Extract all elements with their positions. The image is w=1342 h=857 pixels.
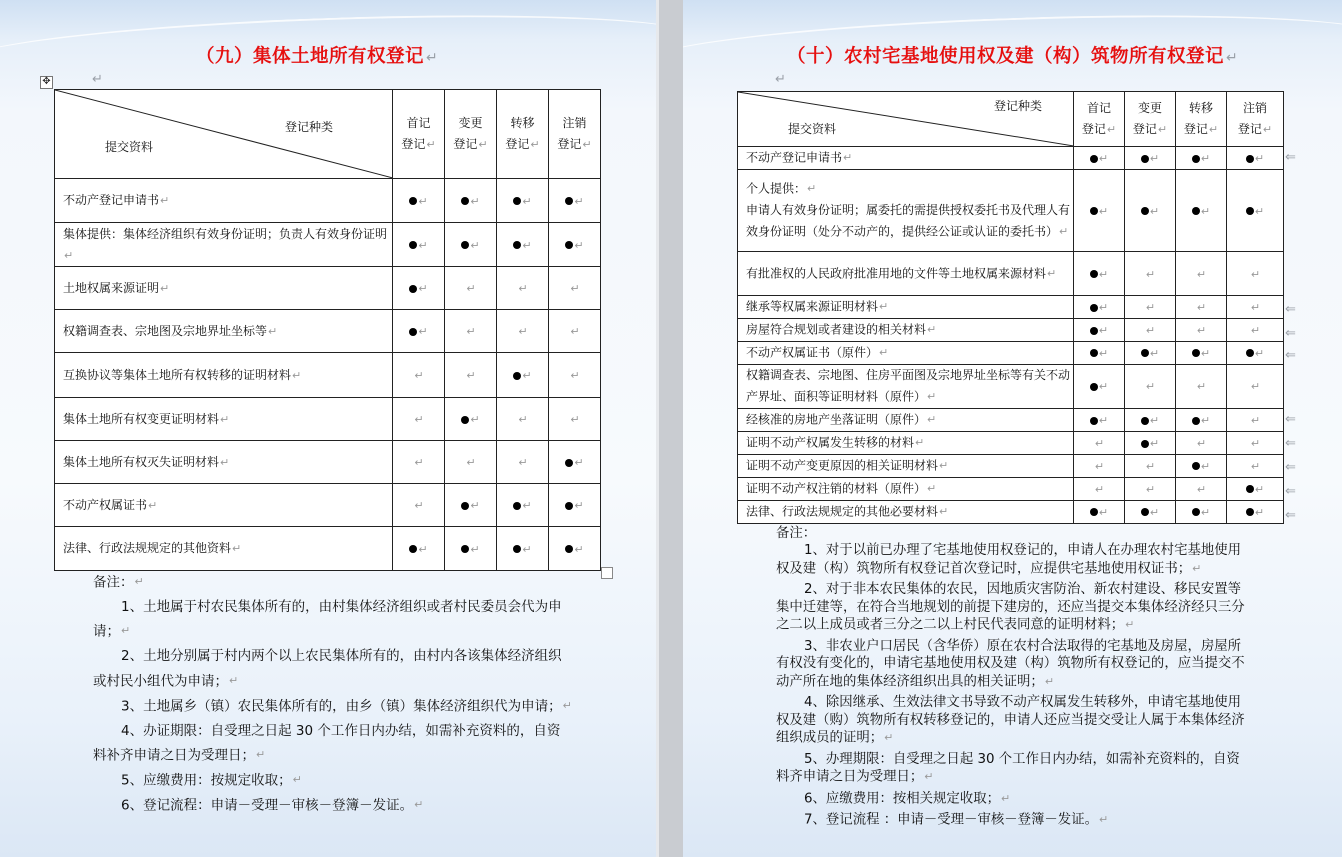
mark-cell: ↵ <box>549 353 601 398</box>
required-dot-icon <box>513 372 521 380</box>
column-header-line1: 转移 <box>1188 101 1213 115</box>
required-dot-icon <box>1246 508 1254 516</box>
table-header-row <box>738 92 1284 147</box>
table-row <box>738 477 1284 500</box>
mark-cell: ↵ <box>1125 477 1176 500</box>
column-header-line2: 登记↵ <box>1132 122 1168 136</box>
mark-cell: ↵ <box>549 484 601 527</box>
mark-cell: ↵ <box>445 267 497 310</box>
notes-title: 备注： <box>776 526 817 541</box>
mark-cell: ↵ <box>1074 409 1125 432</box>
required-dot-icon <box>1090 383 1098 391</box>
table-row <box>55 179 601 223</box>
material-label-cell: 不动产登记申请书↵ <box>738 147 1074 170</box>
mark-cell: ↵ <box>445 310 497 353</box>
mark-cell: ↵ <box>393 527 445 571</box>
required-dot-icon <box>565 197 573 205</box>
notes-title: 备注：↵ <box>93 574 144 591</box>
row-end-mark-icon: ⇐ <box>1285 484 1296 499</box>
material-label-cell: 权籍调查表、宗地图及宗地界址坐标等↵ <box>55 310 393 353</box>
mark-cell: ↵ <box>1227 432 1284 455</box>
mark-cell: ↵ <box>445 441 497 484</box>
mark-cell: ↵ <box>1125 296 1176 319</box>
material-label: 个人提供： <box>746 181 807 196</box>
required-dot-icon <box>1246 155 1254 163</box>
required-dot-icon <box>1141 155 1149 163</box>
mark-cell: ↵ <box>1125 342 1176 365</box>
required-dot-icon <box>1090 155 1098 163</box>
mark-cell: ↵ <box>1176 455 1227 478</box>
column-header-line1: 首记 <box>406 116 431 130</box>
table-row <box>55 353 601 398</box>
required-dot-icon <box>461 416 469 424</box>
mark-cell: ↵ <box>1125 500 1176 523</box>
mark-cell: ↵ <box>1176 409 1227 432</box>
mark-cell: ↵ <box>549 310 601 353</box>
mark-cell: ↵ <box>1074 342 1125 365</box>
registration-materials-table <box>54 89 601 571</box>
mark-cell: ↵ <box>497 179 549 223</box>
material-label: 经核准的房地产坐落证明（原件） <box>746 412 927 427</box>
mark-cell: ↵ <box>1176 364 1227 408</box>
mark-cell: ↵ <box>1125 252 1176 296</box>
diagonal-header-cell <box>738 92 1074 147</box>
table-row <box>55 267 601 310</box>
column-header-line1: 变更 <box>1137 101 1162 115</box>
required-dot-icon <box>565 241 573 249</box>
required-dot-icon <box>1141 440 1149 448</box>
header-registration-type-label: 登记种类 <box>994 99 1043 113</box>
material-label-cell: 不动产权属证书（原件）↵ <box>738 342 1074 365</box>
mark-cell: ↵ <box>445 223 497 267</box>
required-dot-icon <box>1141 417 1149 425</box>
mark-cell: ↵ <box>1227 147 1284 170</box>
required-dot-icon <box>461 241 469 249</box>
note-item: 4、办证期限：自受理之日起 30 个工作日内办结，如需补充资料的，自资料补齐申请之日为受理日；↵ <box>93 722 561 764</box>
required-dot-icon <box>1090 508 1098 516</box>
required-dot-icon <box>513 241 521 249</box>
table-header-row <box>55 90 601 179</box>
mark-cell: ↵ <box>1176 432 1227 455</box>
mark-cell: ↵ <box>497 267 549 310</box>
mark-cell: ↵ <box>393 223 445 267</box>
header-registration-type-label: 登记种类 <box>285 120 334 134</box>
material-label: 土地权属来源证明 <box>63 280 160 295</box>
material-label-cell: 集体土地所有权灭失证明材料↵ <box>55 441 393 484</box>
mark-cell: ↵ <box>1074 170 1125 252</box>
mark-cell: ↵ <box>445 484 497 527</box>
row-end-mark-icon: ⇐ <box>1285 436 1296 451</box>
row-end-mark-icon: ⇐ <box>1285 150 1296 165</box>
note-item: 3、土地属乡（镇）农民集体所有的，由乡（镇）集体经济组织代为申请；↵ <box>121 698 572 715</box>
note-item: 5、办理期限：自受理之日起 30 个工作日内办结，如需补充资料的，自资料齐申请之日为受理日；↵ <box>776 751 1240 785</box>
mark-cell: ↵ <box>1176 296 1227 319</box>
material-label: 集体提供：集体经济组织有效身份证明；负责人有效身份证明 <box>63 226 388 241</box>
required-dot-icon <box>1192 508 1200 516</box>
mark-cell: ↵ <box>549 223 601 267</box>
mark-cell: ↵ <box>393 441 445 484</box>
required-dot-icon <box>409 241 417 249</box>
required-dot-icon <box>1192 462 1200 470</box>
table-row <box>738 409 1284 432</box>
mark-cell: ↵ <box>497 223 549 267</box>
mark-cell: ↵ <box>393 353 445 398</box>
mark-cell: ↵ <box>393 398 445 441</box>
mark-cell: ↵ <box>1074 500 1125 523</box>
column-header-1 <box>393 90 445 179</box>
table-row <box>738 319 1284 342</box>
required-dot-icon <box>409 197 417 205</box>
mark-cell: ↵ <box>1227 342 1284 365</box>
required-dot-icon <box>1192 155 1200 163</box>
required-dot-icon <box>461 545 469 553</box>
material-label: 法律、行政法规规定的其他资料 <box>63 541 232 555</box>
table-move-handle-icon[interactable]: ✥ <box>40 76 53 89</box>
row-end-mark-icon: ⇐ <box>1285 460 1296 475</box>
column-header-4 <box>1227 92 1284 147</box>
required-dot-icon <box>1141 349 1149 357</box>
table-resize-handle[interactable] <box>601 567 613 579</box>
column-header-4 <box>549 90 601 179</box>
mark-cell: ↵ <box>1176 319 1227 342</box>
table-row <box>738 252 1284 296</box>
required-dot-icon <box>1246 349 1254 357</box>
column-header-line1: 注销 <box>1242 101 1267 115</box>
mark-cell: ↵ <box>1074 319 1125 342</box>
required-dot-icon <box>1192 207 1200 215</box>
mark-cell: ↵ <box>1125 147 1176 170</box>
mark-cell: ↵ <box>1074 364 1125 408</box>
required-dot-icon <box>1141 508 1149 516</box>
material-label: 互换协议等集体土地所有权转移的证明材料 <box>63 367 292 382</box>
table-row <box>738 170 1284 252</box>
required-dot-icon <box>1192 417 1200 425</box>
section-title: （九）集体土地所有权登记 ↵ <box>196 46 439 67</box>
mark-cell: ↵ <box>445 353 497 398</box>
mark-cell: ↵ <box>1074 296 1125 319</box>
column-header-2 <box>1125 92 1176 147</box>
required-dot-icon <box>1090 207 1098 215</box>
mark-cell: ↵ <box>497 441 549 484</box>
mark-cell: ↵ <box>497 484 549 527</box>
note-item: 2、对于非本农民集体的农民，因地质灾害防治、新农村建设、移民安置等集中迁建等，在符合当地规划的前提下建房的，还应当提交本集体经济经只三分之二以上成员或者三分之二以上村民代表同意的证明材料；↵ <box>776 582 1245 633</box>
mark-cell: ↵ <box>1227 252 1284 296</box>
mark-cell: ↵ <box>1074 432 1125 455</box>
mark-cell: ↵ <box>1125 364 1176 408</box>
table-row <box>738 342 1284 365</box>
column-header-line1: 首记 <box>1086 101 1111 115</box>
mark-cell: ↵ <box>1125 409 1176 432</box>
mark-cell: ↵ <box>393 310 445 353</box>
mark-cell: ↵ <box>393 484 445 527</box>
required-dot-icon <box>461 197 469 205</box>
required-dot-icon <box>1090 327 1098 335</box>
material-label-cell: 有批准权的人民政府批准用地的文件等土地权属来源材料↵ <box>738 252 1074 296</box>
note-item: 6、应缴费用：按相关规定收取；↵ <box>804 791 1011 807</box>
column-header-line2: 登记↵ <box>1237 122 1273 136</box>
required-dot-icon <box>565 459 573 467</box>
mark-cell: ↵ <box>1227 296 1284 319</box>
required-dot-icon <box>461 502 469 510</box>
table-row <box>738 432 1284 455</box>
mark-cell: ↵ <box>1176 342 1227 365</box>
mark-cell: ↵ <box>549 398 601 441</box>
mark-cell: ↵ <box>497 353 549 398</box>
diagonal-header-cell <box>55 90 393 179</box>
header-materials-label: 提交资料 <box>788 122 837 136</box>
column-header-line2: 登记↵ <box>453 137 488 151</box>
material-label: 继承等权属来源证明材料 <box>746 299 879 314</box>
required-dot-icon <box>565 502 573 510</box>
column-header-line1: 转移 <box>510 116 535 130</box>
material-label: 不动产登记申请书 <box>746 150 843 165</box>
material-label-cell: 经核准的房地产坐落证明（原件）↵ <box>738 409 1074 432</box>
row-end-mark-icon: ⇐ <box>1285 302 1296 317</box>
mark-cell: ↵ <box>1227 500 1284 523</box>
column-header-line2: 登记↵ <box>557 137 592 151</box>
mark-cell: ↵ <box>1176 252 1227 296</box>
mark-cell: ↵ <box>1176 170 1227 252</box>
material-label-cell: 土地权属来源证明↵ <box>55 267 393 310</box>
material-label: 集体土地所有权灭失证明材料 <box>63 454 220 469</box>
mark-cell: ↵ <box>1176 477 1227 500</box>
required-dot-icon <box>513 502 521 510</box>
mark-cell: ↵ <box>445 179 497 223</box>
required-dot-icon <box>1090 270 1098 278</box>
column-header-line1: 注销 <box>562 116 587 130</box>
mark-cell: ↵ <box>549 267 601 310</box>
mark-cell: ↵ <box>1227 364 1284 408</box>
column-header-3 <box>1176 92 1227 147</box>
material-label-cell: 互换协议等集体土地所有权转移的证明材料↵ <box>55 353 393 398</box>
material-label-detail: 申请人有效身份证明；属委托的需提供授权委托书及代理人有效身份证明（处分不动产的，提供经公证或认证的委托书） <box>746 202 1071 239</box>
table-row <box>55 310 601 353</box>
mark-cell: ↵ <box>1227 409 1284 432</box>
mark-cell: ↵ <box>549 441 601 484</box>
table-row <box>55 484 601 527</box>
mark-cell: ↵ <box>1074 455 1125 478</box>
note-item: 1、对于以前已办理了宅基地使用权登记的，申请人在办理农村宅基地使用权及建（构）筑物所有权登记首次登记时，应提供宅基地使用权证书；↵ <box>776 543 1242 577</box>
registration-materials-table <box>737 91 1284 524</box>
material-label-cell: 不动产登记申请书↵ <box>55 179 393 223</box>
note-item: 3、非农业户口居民（含华侨）原在农村合法取得的宅基地及房屋，房屋所有权没有变化的，申请宅基地使用权及建（构）筑物所有权登记的，应当提交不动产所在地的集体经济组织出具的相关证明；↵ <box>776 638 1245 690</box>
required-dot-icon <box>409 545 417 553</box>
material-label: 有批准权的人民政府批准用地的文件等土地权属来源材料 <box>746 265 1047 280</box>
mark-cell: ↵ <box>497 527 549 571</box>
material-label-cell: 集体提供：集体经济组织有效身份证明；负责人有效身份证明↵ <box>55 223 393 267</box>
mark-cell: ↵ <box>445 527 497 571</box>
mark-cell: ↵ <box>445 398 497 441</box>
mark-cell: ↵ <box>1125 432 1176 455</box>
mark-cell: ↵ <box>1125 455 1176 478</box>
mark-cell: ↵ <box>549 179 601 223</box>
material-label-cell: 继承等权属来源证明材料↵ <box>738 296 1074 319</box>
material-label-cell: 个人提供：↵ 申请人有效身份证明；属委托的需提供授权委托书及代理人有效身份证明（处分不动产的，提供经公证或认证的委托书）↵ <box>738 170 1074 252</box>
mark-cell: ↵ <box>1227 455 1284 478</box>
column-header-line2: 登记↵ <box>401 137 436 151</box>
mark-cell: ↵ <box>1074 477 1125 500</box>
material-label-cell: 法律、行政法规规定的其他必要材料↵ <box>738 500 1074 523</box>
material-label: 证明不动产变更原因的相关证明材料 <box>746 458 939 473</box>
required-dot-icon <box>1246 485 1254 493</box>
table-row <box>738 147 1284 170</box>
note-item: 6、登记流程：申请－受理－审核－登簿－发证。↵ <box>121 797 424 814</box>
required-dot-icon <box>1141 207 1149 215</box>
mark-cell: ↵ <box>393 179 445 223</box>
required-dot-icon <box>513 545 521 553</box>
material-label: 法律、行政法规规定的其他必要材料 <box>746 504 939 519</box>
table-row <box>738 364 1284 408</box>
required-dot-icon <box>409 328 417 336</box>
row-end-mark-icon: ⇐ <box>1285 348 1296 363</box>
table-row <box>55 223 601 267</box>
required-dot-icon <box>409 285 417 293</box>
mark-cell: ↵ <box>1227 170 1284 252</box>
material-label: 证明不动产权属发生转移的材料 <box>746 435 915 450</box>
mark-cell: ↵ <box>393 267 445 310</box>
notes-section <box>776 525 1251 833</box>
material-label-cell: 证明不动产变更原因的相关证明材料↵ <box>738 455 1074 478</box>
mark-cell: ↵ <box>497 398 549 441</box>
mark-cell: ↵ <box>1176 500 1227 523</box>
column-header-line2: 登记↵ <box>505 137 540 151</box>
column-header-2 <box>445 90 497 179</box>
table-row <box>738 455 1284 478</box>
column-header-line2: 登记↵ <box>1183 122 1219 136</box>
note-item: 2、土地分别属于村内两个以上农民集体所有的，由村内各该集体经济组织或村民小组代为申请；↵ <box>93 648 562 690</box>
mark-cell: ↵ <box>1074 147 1125 170</box>
material-label-cell: 证明不动产权属发生转移的材料↵ <box>738 432 1074 455</box>
required-dot-icon <box>513 197 521 205</box>
table-row <box>738 296 1284 319</box>
mark-cell: ↵ <box>1227 319 1284 342</box>
table-row <box>55 441 601 484</box>
material-label: 房屋符合规划或者建设的相关材料 <box>746 322 927 337</box>
required-dot-icon <box>1090 349 1098 357</box>
row-end-mark-icon: ⇐ <box>1285 326 1296 341</box>
column-header-3 <box>497 90 549 179</box>
note-item: 4、除因继承、生效法律文书导致不动产权属发生转移外，申请宅基地使用权及建（购）筑物所有权转移登记的，申请人还应当提交受让人属于本集体经济组织成员的证明；↵ <box>776 695 1245 746</box>
notes-section <box>93 570 573 818</box>
table-row <box>55 527 601 571</box>
column-header-line2: 登记↵ <box>1081 122 1117 136</box>
mark-cell: ↵ <box>1125 319 1176 342</box>
row-end-mark-icon: ⇐ <box>1285 508 1296 523</box>
material-label: 不动产权属证书（原件） <box>746 345 879 360</box>
required-dot-icon <box>1090 417 1098 425</box>
mark-cell: ↵ <box>1227 477 1284 500</box>
table-row <box>55 398 601 441</box>
material-label: 证明不动产权注销的材料（原件） <box>746 481 927 496</box>
header-materials-label: 提交资料 <box>105 140 154 154</box>
paragraph-mark-icon: ↵ <box>92 72 103 87</box>
mark-cell: ↵ <box>1176 147 1227 170</box>
required-dot-icon <box>1192 349 1200 357</box>
material-label: 不动产权属证书 <box>63 497 148 512</box>
material-label-cell: 不动产权属证书↵ <box>55 484 393 527</box>
material-label-cell: 集体土地所有权变更证明材料↵ <box>55 398 393 441</box>
required-dot-icon <box>565 545 573 553</box>
section-title: （十）农村宅基地使用权及建（构）筑物所有权登记 ↵ <box>787 46 1239 67</box>
material-label: 集体土地所有权变更证明材料 <box>63 411 220 426</box>
mark-cell: ↵ <box>1074 252 1125 296</box>
material-label-cell: 权籍调查表、宗地图、住房平面图及宗地界址坐标等有关不动产界址、面积等证明材料（原件）↵ <box>738 364 1074 408</box>
column-header-line1: 变更 <box>458 116 483 130</box>
document-page-left <box>0 0 656 857</box>
row-end-mark-icon: ⇐ <box>1285 412 1296 427</box>
material-label: 权籍调查表、宗地图、住房平面图及宗地界址坐标等有关不动产界址、面积等证明材料（原件） <box>746 367 1071 404</box>
note-item: 1、土地属于村农民集体所有的，由村集体经济组织或者村民委员会代为申请；↵ <box>93 598 562 640</box>
table-row <box>738 500 1284 523</box>
material-label-cell: 证明不动产权注销的材料（原件）↵ <box>738 477 1074 500</box>
mark-cell: ↵ <box>497 310 549 353</box>
page-gutter <box>656 0 683 857</box>
required-dot-icon <box>1090 304 1098 312</box>
diagonal-line <box>55 90 393 178</box>
mark-cell: ↵ <box>1125 170 1176 252</box>
paragraph-mark-icon: ↵ <box>775 72 786 87</box>
material-label-cell: 法律、行政法规规定的其他资料↵ <box>55 527 393 571</box>
required-dot-icon <box>1246 207 1254 215</box>
note-item: 5、应缴费用：按规定收取；↵ <box>121 772 302 789</box>
note-item: 7、登记流程 ：申请－受理－审核－登簿－发证。↵ <box>804 813 1109 829</box>
column-header-1 <box>1074 92 1125 147</box>
material-label: 不动产登记申请书 <box>63 193 160 207</box>
material-label-cell: 房屋符合规划或者建设的相关材料↵ <box>738 319 1074 342</box>
material-label: 权籍调查表、宗地图及宗地界址坐标等 <box>63 323 268 338</box>
mark-cell: ↵ <box>549 527 601 571</box>
